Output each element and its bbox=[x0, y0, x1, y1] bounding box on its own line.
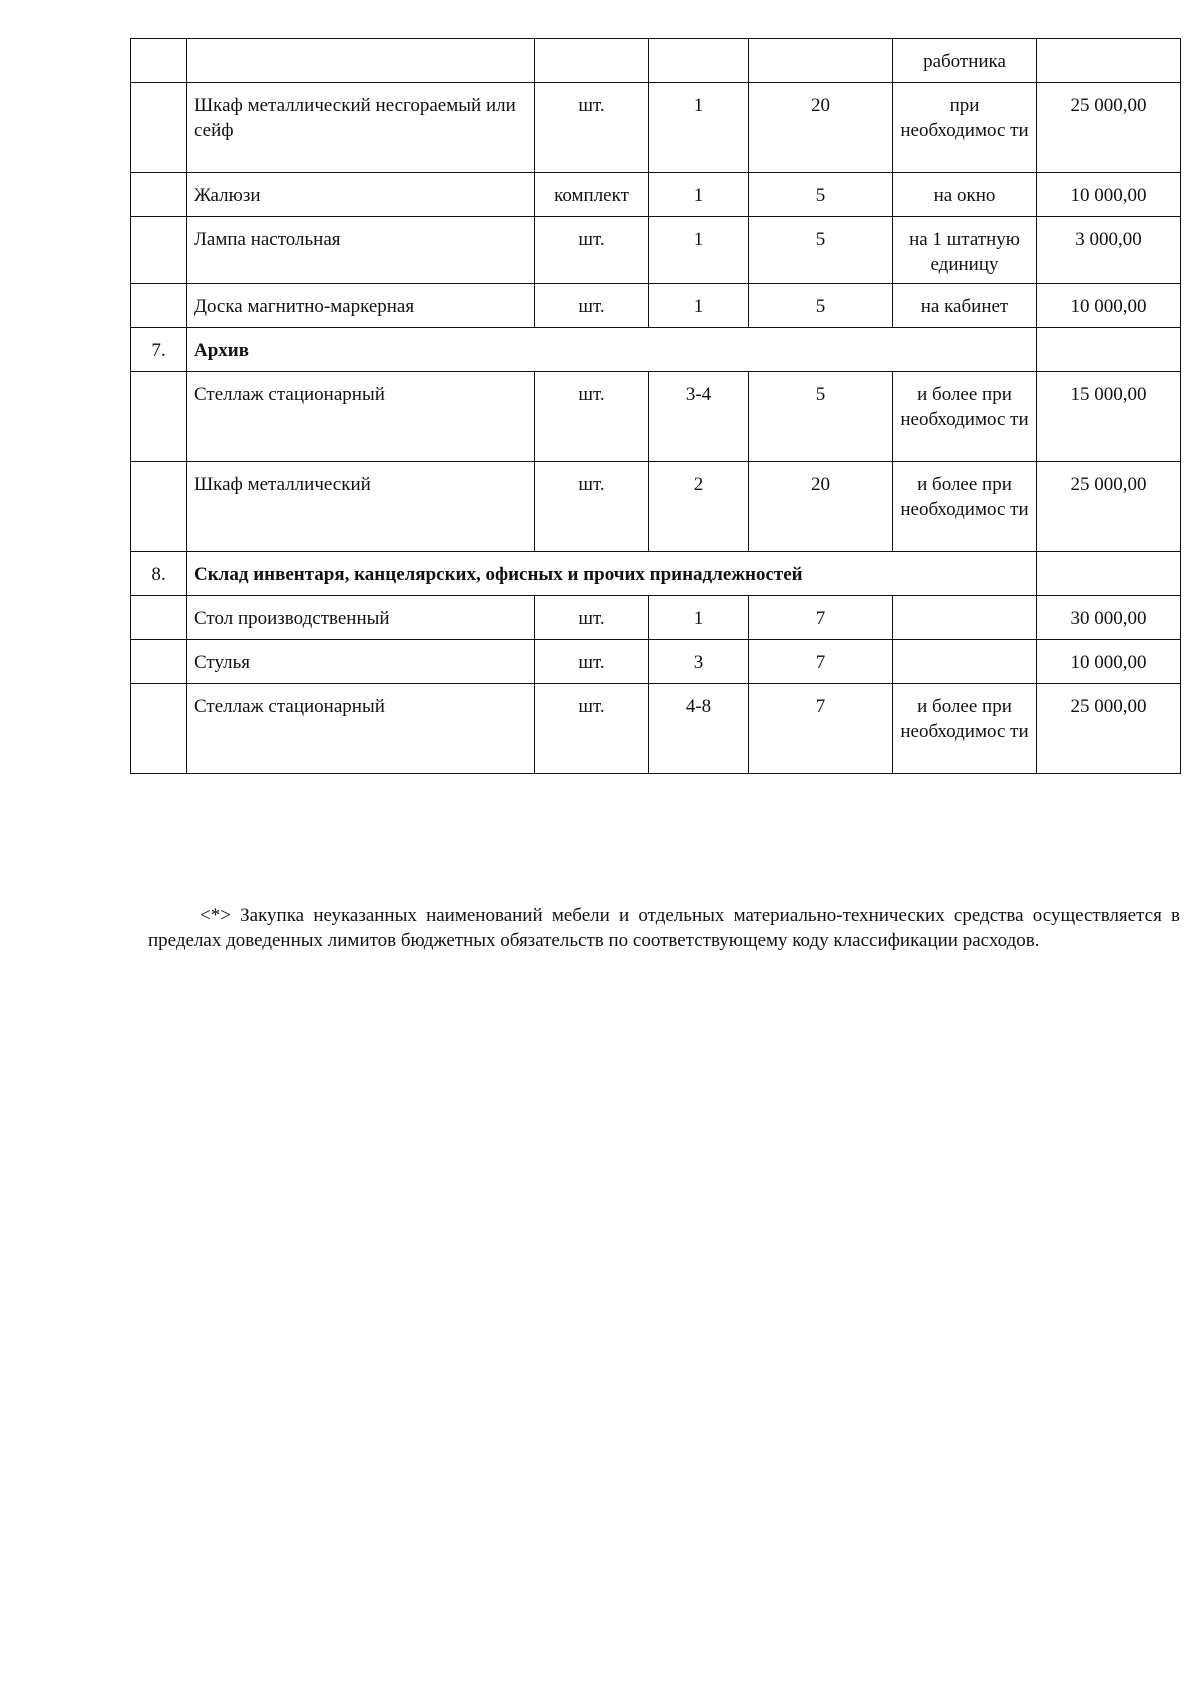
price-cell: 25 000,00 bbox=[1037, 684, 1181, 774]
number-cell bbox=[131, 83, 187, 173]
unit-cell: шт. bbox=[535, 640, 649, 684]
item-name-cell: Стеллаж стационарный bbox=[187, 372, 535, 462]
price-cell: 10 000,00 bbox=[1037, 173, 1181, 217]
item-name-cell: Шкаф металлический несгораемый или сейф bbox=[187, 83, 535, 173]
table-row bbox=[131, 217, 1181, 284]
note-cell: работника bbox=[893, 39, 1037, 83]
item-name-cell: Стол производственный bbox=[187, 596, 535, 640]
number-cell bbox=[131, 372, 187, 462]
quantity-cell: 4-8 bbox=[649, 684, 749, 774]
service-life-cell: 5 bbox=[749, 173, 893, 217]
number-cell bbox=[131, 596, 187, 640]
price-cell: 25 000,00 bbox=[1037, 462, 1181, 552]
note-cell: и более при необходимос ти bbox=[893, 372, 1037, 462]
table-row bbox=[131, 640, 1181, 684]
service-life-cell: 20 bbox=[749, 462, 893, 552]
item-name-cell: Лампа настольная bbox=[187, 217, 535, 284]
price-cell bbox=[1037, 39, 1181, 83]
note-cell: на окно bbox=[893, 173, 1037, 217]
service-life-cell: 5 bbox=[749, 284, 893, 328]
footnote: <*> Закупка неуказанных наименований мебели и отдельных материально-технических средства осуществляется в пределах доведенных лимитов бюджетных обязательств по соответствующему коду классификации расходов. bbox=[148, 905, 1180, 951]
quantity-cell: 3 bbox=[649, 640, 749, 684]
number-cell bbox=[131, 173, 187, 217]
number-cell bbox=[131, 284, 187, 328]
item-name-cell: Стеллаж стационарный bbox=[187, 684, 535, 774]
number-cell bbox=[131, 462, 187, 552]
quantity-cell: 3-4 bbox=[649, 372, 749, 462]
number-cell bbox=[131, 39, 187, 83]
unit-cell: шт. bbox=[535, 684, 649, 774]
quantity-cell bbox=[649, 39, 749, 83]
quantity-cell: 1 bbox=[649, 83, 749, 173]
note-cell: на кабинет bbox=[893, 284, 1037, 328]
item-name-cell: Жалюзи bbox=[187, 173, 535, 217]
note-cell: на 1 штатную единицу bbox=[893, 217, 1037, 284]
section-empty-cell bbox=[1037, 328, 1181, 372]
table-body bbox=[131, 39, 1181, 774]
table-row bbox=[131, 83, 1181, 173]
price-cell: 30 000,00 bbox=[1037, 596, 1181, 640]
section-number-cell: 7. bbox=[131, 328, 187, 372]
note-cell: при необходимос ти bbox=[893, 83, 1037, 173]
item-name-cell: Доска магнитно-маркерная bbox=[187, 284, 535, 328]
quantity-cell: 1 bbox=[649, 284, 749, 328]
table-row bbox=[131, 173, 1181, 217]
quantity-cell: 1 bbox=[649, 173, 749, 217]
table-row bbox=[131, 284, 1181, 328]
service-life-cell: 7 bbox=[749, 684, 893, 774]
unit-cell: шт. bbox=[535, 596, 649, 640]
quantity-cell: 1 bbox=[649, 596, 749, 640]
price-cell: 10 000,00 bbox=[1037, 284, 1181, 328]
price-cell: 10 000,00 bbox=[1037, 640, 1181, 684]
table-row bbox=[131, 684, 1181, 774]
unit-cell bbox=[535, 39, 649, 83]
unit-cell: шт. bbox=[535, 83, 649, 173]
item-name-cell bbox=[187, 39, 535, 83]
section-row bbox=[131, 328, 1181, 372]
section-empty-cell bbox=[1037, 552, 1181, 596]
item-name-cell: Шкаф металлический bbox=[187, 462, 535, 552]
unit-cell: комплект bbox=[535, 173, 649, 217]
furniture-norms-table bbox=[130, 38, 1181, 774]
note-cell: и более при необходимос ти bbox=[893, 462, 1037, 552]
note-cell: и более при необходимос ти bbox=[893, 684, 1037, 774]
item-name-cell: Стулья bbox=[187, 640, 535, 684]
unit-cell: шт. bbox=[535, 217, 649, 284]
unit-cell: шт. bbox=[535, 372, 649, 462]
number-cell bbox=[131, 684, 187, 774]
unit-cell: шт. bbox=[535, 462, 649, 552]
service-life-cell bbox=[749, 39, 893, 83]
quantity-cell: 1 bbox=[649, 217, 749, 284]
price-cell: 25 000,00 bbox=[1037, 83, 1181, 173]
number-cell bbox=[131, 217, 187, 284]
quantity-cell: 2 bbox=[649, 462, 749, 552]
number-cell bbox=[131, 640, 187, 684]
service-life-cell: 5 bbox=[749, 217, 893, 284]
table-row bbox=[131, 462, 1181, 552]
service-life-cell: 7 bbox=[749, 596, 893, 640]
section-title-cell: Архив bbox=[187, 328, 1037, 372]
section-row bbox=[131, 552, 1181, 596]
price-cell: 3 000,00 bbox=[1037, 217, 1181, 284]
unit-cell: шт. bbox=[535, 284, 649, 328]
service-life-cell: 7 bbox=[749, 640, 893, 684]
price-cell: 15 000,00 bbox=[1037, 372, 1181, 462]
service-life-cell: 5 bbox=[749, 372, 893, 462]
table-row bbox=[131, 39, 1181, 83]
note-cell bbox=[893, 596, 1037, 640]
service-life-cell: 20 bbox=[749, 83, 893, 173]
section-number-cell: 8. bbox=[131, 552, 187, 596]
section-title-cell: Склад инвентаря, канцелярских, офисных и прочих принадлежностей bbox=[187, 552, 1037, 596]
note-cell bbox=[893, 640, 1037, 684]
table-row bbox=[131, 372, 1181, 462]
table-row bbox=[131, 596, 1181, 640]
